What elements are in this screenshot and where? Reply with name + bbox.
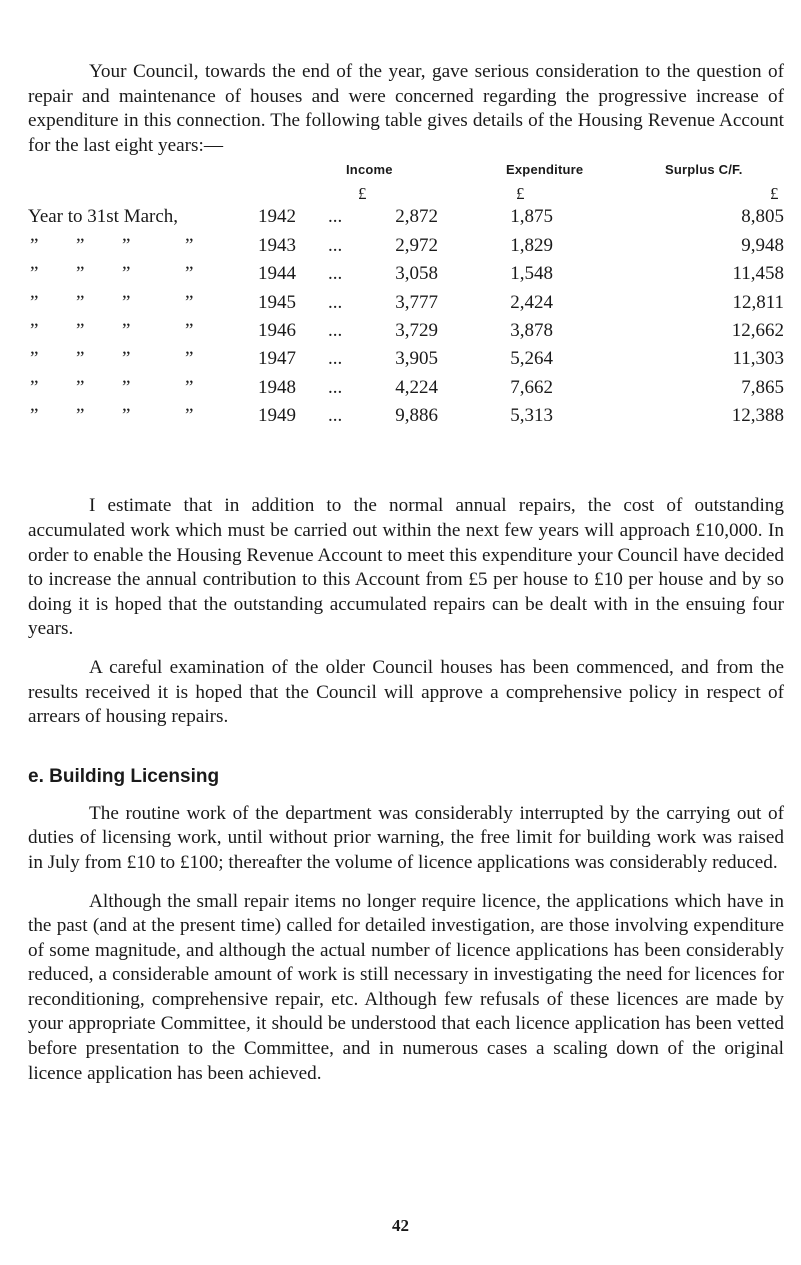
cell-income: 3,729	[395, 319, 438, 341]
table-row	[28, 292, 784, 314]
cell-expenditure: 1,875	[510, 206, 553, 228]
document-page	[28, 60, 784, 1086]
ditto-mark: ”	[185, 291, 194, 313]
cell-expenditure: 3,878	[510, 319, 553, 341]
ditto-mark: ”	[122, 405, 131, 427]
cell-income: 4,224	[395, 376, 438, 398]
ditto-mark: ”	[122, 291, 131, 313]
table-row	[28, 263, 784, 285]
cell-surplus: 7,865	[741, 376, 784, 398]
cell-surplus: 9,948	[741, 234, 784, 256]
row-leader-dots: ...	[328, 291, 343, 313]
table-row	[28, 206, 784, 228]
ditto-mark: ”	[30, 319, 39, 341]
examination-paragraph: A careful examination of the older Council houses has been commenced, and from the results received it is hoped that the Council will approve a comprehensive policy in respect of arrears of housing repairs.	[28, 656, 784, 728]
ditto-mark: ”	[76, 291, 85, 313]
ditto-mark: ”	[122, 348, 131, 370]
row-year: 1945	[258, 291, 296, 313]
row-year: 1942	[258, 206, 296, 228]
cell-income: 3,777	[395, 291, 438, 313]
cell-expenditure: 7,662	[510, 376, 553, 398]
cell-surplus: 12,388	[731, 405, 784, 427]
row-year: 1947	[258, 348, 296, 370]
cell-surplus: 12,662	[731, 319, 784, 341]
ditto-mark: ”	[30, 405, 39, 427]
cell-surplus: 8,805	[741, 206, 784, 228]
unit-surplus: £	[770, 184, 779, 204]
licensing-paragraph-2: Although the small repair items no longer require licence, the applications which have in the past (and at the present time) called for detailed investigation, are those involving expenditure of some magnitude, and although the actual number of licence applications has been considerably reduced, a considerable amount of work is still necessary in investigating the need for licences for reconditioning, comprehensive repair, etc. Although few refusals of these licences are made by your appropriate Committee, it should be understood that each licence application has been vetted before presentation to the Committee, and in numerous cases a scaling down of the original licence application has been achieved.	[28, 890, 784, 1084]
cell-expenditure: 1,829	[510, 234, 553, 256]
ditto-mark: ”	[76, 405, 85, 427]
ditto-mark: ”	[76, 376, 85, 398]
row-year: 1948	[258, 376, 296, 398]
ditto-mark: ”	[185, 348, 194, 370]
row-year: 1943	[258, 234, 296, 256]
cell-income: 3,058	[395, 263, 438, 285]
row-leader-dots: ...	[328, 319, 343, 341]
page-number: 42	[392, 1216, 409, 1235]
ditto-mark: ”	[76, 348, 85, 370]
ditto-mark: ”	[185, 376, 194, 398]
ditto-mark: ”	[30, 348, 39, 370]
unit-income: £	[358, 184, 367, 204]
ditto-mark: ”	[30, 291, 39, 313]
ditto-mark: ”	[122, 234, 131, 256]
table-row	[28, 348, 784, 370]
table-row	[28, 235, 784, 257]
row-leader-dots: ...	[328, 206, 343, 228]
unit-expenditure: £	[516, 184, 525, 204]
row-leader-dots: ...	[328, 263, 343, 285]
ditto-mark: ”	[30, 263, 39, 285]
licensing-paragraph-1: The routine work of the department was considerably interrupted by the carrying out of duties of licensing work, until without prior warning, the free limit for building work was raised in July from £10 to £100; thereafter the volume of licence applications was considerably reduced.	[28, 802, 784, 873]
row-year: 1949	[258, 405, 296, 427]
header-expenditure: Expenditure	[506, 162, 584, 178]
ditto-mark: ”	[122, 263, 131, 285]
row-leader-dots: ...	[328, 348, 343, 370]
cell-income: 2,872	[395, 206, 438, 228]
ditto-mark: ”	[185, 405, 194, 427]
ditto-mark: ”	[122, 376, 131, 398]
cell-surplus: 11,303	[732, 348, 784, 370]
cell-expenditure: 1,548	[510, 263, 553, 285]
cell-income: 3,905	[395, 348, 438, 370]
housing-revenue-table	[28, 162, 784, 492]
cell-income: 2,972	[395, 234, 438, 256]
cell-expenditure: 5,264	[510, 348, 553, 370]
table-row	[28, 320, 784, 342]
intro-paragraph: Your Council, towards the end of the year, gave serious consideration to the question of repair and maintenance of houses and were concerned regarding the progressive increase of expenditure in this connection. The following table gives details of the Housing Revenue Account for the last eight years:—	[28, 61, 784, 156]
cell-expenditure: 2,424	[510, 291, 553, 313]
header-surplus: Surplus C/F.	[665, 162, 743, 178]
ditto-mark: ”	[30, 234, 39, 256]
cell-expenditure: 5,313	[510, 405, 553, 427]
ditto-mark: ”	[185, 319, 194, 341]
section-heading: e. Building Licensing	[28, 765, 220, 787]
cell-surplus: 11,458	[732, 263, 784, 285]
row-year: 1944	[258, 263, 296, 285]
ditto-mark: ”	[185, 234, 194, 256]
ditto-mark: ”	[76, 319, 85, 341]
row-label: Year to 31st March,	[28, 206, 179, 228]
header-income: Income	[346, 162, 393, 178]
table-row	[28, 405, 784, 427]
ditto-mark: ”	[185, 263, 194, 285]
ditto-mark: ”	[76, 263, 85, 285]
row-year: 1946	[258, 319, 296, 341]
row-leader-dots: ...	[328, 234, 343, 256]
row-leader-dots: ...	[328, 405, 343, 427]
ditto-mark: ”	[76, 234, 85, 256]
table-row	[28, 377, 784, 399]
ditto-mark: ”	[122, 319, 131, 341]
estimate-paragraph: I estimate that in addition to the normal annual repairs, the cost of outstanding accumulated work which must be carried out within the next few years will approach £10,000. In order to enable the Housing Revenue Account to meet this expenditure your Council have decided to increase the annual contribution to this Account from £5 per house to £10 per house and by so doing it is hoped that the outstanding accumulated repairs can be dealt with in the ensuing four years.	[28, 495, 784, 640]
row-leader-dots: ...	[328, 376, 343, 398]
cell-income: 9,886	[395, 405, 438, 427]
cell-surplus: 12,811	[732, 291, 784, 313]
ditto-mark: ”	[30, 376, 39, 398]
